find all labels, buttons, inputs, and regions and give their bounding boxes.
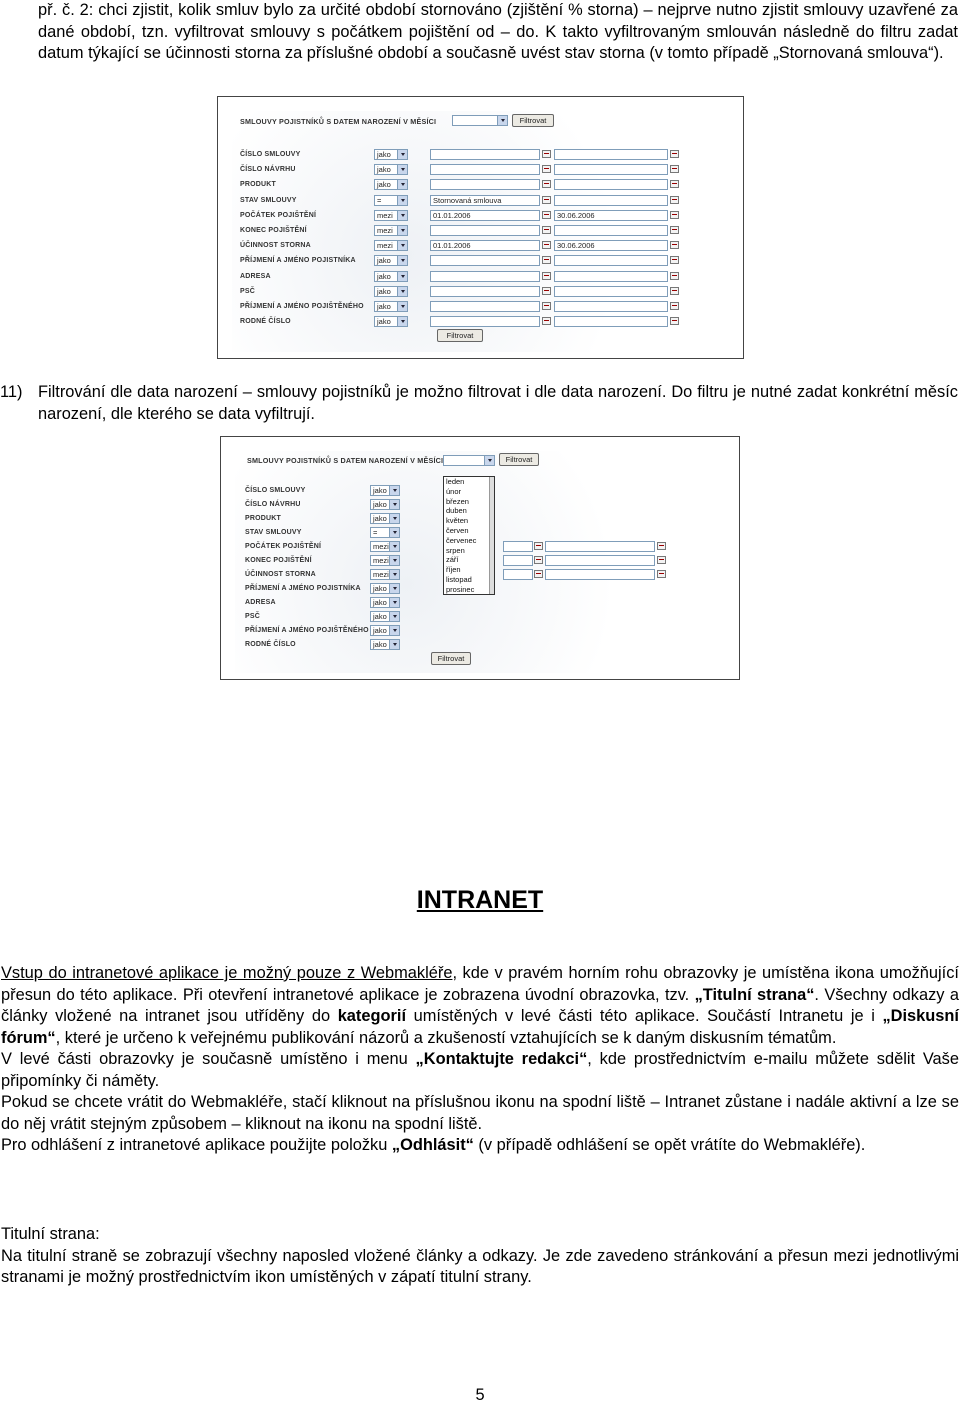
calendar-icon[interactable] — [670, 165, 679, 173]
calendar-icon[interactable] — [657, 542, 666, 550]
value-input[interactable] — [430, 164, 540, 175]
month-option[interactable]: říjen — [446, 565, 461, 575]
field-label: ČÍSLO SMLOUVY — [245, 487, 306, 494]
field-label: ADRESA — [240, 272, 271, 280]
page-number: 5 — [475, 1386, 485, 1404]
value-to-input[interactable] — [545, 555, 655, 566]
operator-select[interactable]: jako — [370, 639, 400, 650]
field-label: PŘÍJMENÍ A JMÉNO POJIŠTĚNÉHO — [245, 627, 369, 634]
value-input[interactable] — [430, 301, 540, 312]
month-option[interactable]: srpen — [446, 545, 465, 555]
field-label: KONEC POJIŠTĚNÍ — [245, 557, 312, 564]
calendar-icon[interactable] — [670, 241, 679, 249]
field-label: PSČ — [240, 287, 255, 295]
field-label: PSČ — [245, 613, 260, 620]
dropdown-scrollbar[interactable] — [489, 477, 494, 594]
field-label: KONEC POJIŠTĚNÍ — [240, 227, 307, 234]
value-input[interactable] — [430, 255, 540, 266]
value-input[interactable]: Stornovaná smlouva — [430, 195, 540, 206]
filter-form-1 — [232, 111, 729, 352]
month-option[interactable]: červenec — [446, 535, 477, 545]
calendar-icon[interactable] — [657, 570, 666, 578]
value-to-input[interactable] — [554, 195, 668, 206]
operator-select[interactable]: mezi — [370, 555, 400, 566]
calendar-icon[interactable] — [542, 226, 551, 234]
calendar-icon[interactable] — [542, 272, 551, 280]
value-input[interactable] — [503, 541, 533, 552]
value-to-input[interactable] — [554, 286, 668, 297]
calendar-icon[interactable] — [670, 256, 679, 264]
value-to-input[interactable] — [554, 301, 668, 312]
operator-select[interactable]: jako — [374, 286, 408, 297]
value-input[interactable]: 01.01.2006 — [430, 210, 540, 221]
item-11-paragraph — [0, 382, 958, 425]
value-to-input[interactable]: 30.06.2006 — [554, 210, 668, 221]
field-label: STAV SMLOUVY — [240, 196, 297, 204]
month-option[interactable]: květen — [446, 516, 469, 526]
calendar-icon[interactable] — [670, 180, 679, 188]
value-to-input[interactable] — [554, 316, 668, 327]
calendar-icon[interactable] — [657, 556, 666, 564]
calendar-icon[interactable] — [542, 196, 551, 204]
month-select[interactable] — [452, 115, 508, 126]
operator-select[interactable]: mezi — [374, 210, 408, 221]
value-to-input[interactable]: 30.06.2006 — [554, 240, 668, 251]
calendar-icon[interactable] — [542, 241, 551, 249]
field-label: PRODUKT — [245, 515, 282, 522]
calendar-icon[interactable] — [542, 287, 551, 295]
value-to-input[interactable] — [554, 149, 668, 160]
month-option[interactable]: listopad — [446, 574, 472, 584]
filter-button-bottom[interactable]: Filtrovat — [431, 652, 471, 665]
field-label: ÚČINNOST STORNA — [240, 242, 311, 250]
field-label: PŘÍJMENÍ A JMÉNO POJIŠTĚNÉHO — [240, 303, 364, 310]
field-label: PRODUKT — [240, 181, 277, 189]
calendar-icon[interactable] — [542, 256, 551, 264]
value-input[interactable] — [430, 316, 540, 327]
item-number: 11) — [0, 383, 23, 401]
operator-select[interactable]: mezi — [370, 541, 400, 552]
titulni-strana-section — [1, 1224, 959, 1289]
titulni-strana-text: Na titulní straně se zobrazují všechny naposled vložené články a odkazy. Je zde zavedeno stránkování a přesun mezi jednotlivými stranami je možný prostřednictvím ikon umístěných v zápatí titulní strany. — [1, 1246, 959, 1286]
month-option[interactable]: leden — [446, 477, 465, 486]
month-option[interactable]: únor — [446, 486, 462, 496]
calendar-icon[interactable] — [542, 302, 551, 310]
calendar-icon[interactable] — [670, 211, 679, 219]
bold-titulni-strana: „Titulní strana“ — [694, 985, 815, 1004]
operator-select[interactable]: mezi — [374, 240, 408, 251]
form-header: SMLOUVY POJISTNÍKŮ S DATEM NAROZENÍ V MĚSÍCI — [240, 117, 437, 126]
field-label: STAV SMLOUVY — [245, 529, 302, 536]
calendar-icon[interactable] — [534, 556, 543, 564]
calendar-icon[interactable] — [670, 302, 679, 310]
value-to-input[interactable] — [554, 164, 668, 175]
month-option[interactable]: prosinec — [446, 584, 475, 594]
operator-select[interactable]: = — [374, 195, 408, 206]
operator-select[interactable]: jako — [370, 583, 400, 594]
month-option[interactable]: duben — [446, 506, 467, 516]
intranet-paragraph-2: V levé části obrazovky je současně umístěno i menu „Kontaktujte redakci“, kde prostřednictvím e-mailu můžete sdělit Vaše připomínky či náměty. — [1, 1050, 959, 1090]
month-option[interactable]: březen — [446, 496, 469, 506]
month-option[interactable]: červen — [446, 525, 469, 535]
value-to-input[interactable] — [554, 179, 668, 190]
value-input[interactable] — [503, 569, 533, 580]
calendar-icon[interactable] — [542, 211, 551, 219]
operator-select[interactable]: jako — [374, 164, 408, 175]
field-label: ČÍSLO NÁVRHU — [245, 501, 301, 508]
operator-select[interactable]: jako — [370, 625, 400, 636]
operator-select[interactable]: jako — [374, 316, 408, 327]
field-label: PŘÍJMENÍ A JMÉNO POJISTNÍKA — [240, 257, 356, 265]
filter-screenshot-2 — [220, 436, 740, 680]
operator-select[interactable]: = — [370, 527, 400, 538]
operator-select[interactable]: jako — [374, 255, 408, 266]
bold-diskusni-forum: „Diskusní fórum“ — [1, 1007, 959, 1047]
intranet-text — [1, 963, 959, 1157]
value-input[interactable]: 01.01.2006 — [430, 240, 540, 251]
operator-select[interactable]: jako — [370, 513, 400, 524]
month-dropdown-list[interactable] — [443, 476, 495, 595]
value-input[interactable] — [430, 225, 540, 236]
value-input[interactable] — [430, 149, 540, 160]
filter-button-top[interactable]: Filtrovat — [499, 453, 539, 466]
operator-select[interactable]: jako — [374, 149, 408, 160]
filter-screenshot-1 — [217, 96, 744, 359]
calendar-icon[interactable] — [670, 226, 679, 234]
field-label: ADRESA — [245, 599, 276, 606]
calendar-icon[interactable] — [670, 287, 679, 295]
value-to-input[interactable] — [554, 271, 668, 282]
field-label: PŘÍJMENÍ A JMÉNO POJISTNÍKA — [245, 585, 361, 592]
value-input[interactable] — [430, 179, 540, 190]
operator-select[interactable]: jako — [370, 485, 400, 496]
operator-select[interactable]: jako — [370, 499, 400, 510]
value-input[interactable] — [430, 286, 540, 297]
calendar-icon[interactable] — [670, 272, 679, 280]
value-to-input[interactable] — [545, 569, 655, 580]
operator-select[interactable]: jako — [374, 271, 408, 282]
intranet-paragraph-3: Pokud se chcete vrátit do Webmakléře, stačí kliknout na příslušnou ikonu na spodní liště – Intranet zůstane i nadále aktivní a lze se do něj vrátit stejným způsobem – kliknout na ikonu na spodní liště. — [1, 1093, 959, 1133]
field-label: POČÁTEK POJIŠTĚNÍ — [245, 543, 322, 550]
filter-button-top[interactable]: Filtrovat — [512, 114, 554, 127]
field-label: RODNÉ ČÍSLO — [240, 318, 291, 326]
bold-odhlasit: „Odhlásit“ — [391, 1136, 474, 1154]
bold-kontaktujte-redakci: „Kontaktujte redakci“ — [415, 1050, 588, 1068]
operator-select[interactable]: jako — [374, 179, 408, 190]
calendar-icon[interactable] — [534, 570, 543, 578]
intranet-paragraph-4: Pro odhlášení z intranetové aplikace použijte položku „Odhlásit“ (v případě odhlášení se opět vrátíte do Webmakléře). — [1, 1136, 866, 1154]
filter-button-bottom[interactable]: Filtrovat — [437, 329, 483, 342]
item-text: Filtrování dle data narození – smlouvy pojistníků je možno filtrovat i dle data narození. Do filtru je nutné zadat konkrétní měsíc narození, dle kterého se data vyfiltrují. — [38, 383, 958, 423]
field-label: RODNÉ ČÍSLO — [245, 641, 296, 648]
operator-select[interactable]: jako — [370, 611, 400, 622]
value-to-input[interactable] — [554, 225, 668, 236]
field-label: ČÍSLO SMLOUVY — [240, 151, 301, 158]
calendar-icon[interactable] — [670, 317, 679, 325]
value-input[interactable] — [503, 555, 533, 566]
form-header: SMLOUVY POJISTNÍKŮ S DATEM NAROZENÍ V MĚSÍCI — [247, 456, 444, 465]
filter-form-2 — [235, 451, 725, 673]
intranet-heading: INTRANET — [416, 886, 544, 914]
titulni-strana-heading: Titulní strana: — [1, 1225, 100, 1243]
field-label: ÚČINNOST STORNA — [245, 571, 316, 578]
value-input[interactable] — [430, 271, 540, 282]
operator-select[interactable]: mezi — [370, 569, 400, 580]
intro-paragraph: př. č. 2: chci zjistit, kolik smluv bylo za určité období stornováno (zjištění % storna) – nejprve nutno zjistit smlouvy uzavřené za dané období, tzn. vyfiltrovat smlouvy s počátkem pojištění od – do. K takto vyfiltrovaným smlouván následně do filtru zadat datum týkající se účinnosti storna za příslušné období a současně uvést stav storna (v tomto případě „Stornovaná smlouva“). — [38, 1, 958, 62]
month-select[interactable] — [443, 455, 495, 466]
month-option[interactable]: září — [446, 555, 459, 565]
operator-select[interactable]: jako — [370, 597, 400, 608]
operator-select[interactable]: mezi — [374, 225, 408, 236]
calendar-icon[interactable] — [670, 150, 679, 158]
value-to-input[interactable] — [545, 541, 655, 552]
calendar-icon[interactable] — [534, 542, 543, 550]
underlined-text: Vstup do intranetové aplikace je možný pouze z Webmakléře — [1, 964, 453, 982]
calendar-icon[interactable] — [670, 196, 679, 204]
calendar-icon[interactable] — [542, 317, 551, 325]
bold-kategorii: kategorií — [337, 1007, 407, 1025]
field-label: POČÁTEK POJIŠTĚNÍ — [240, 211, 317, 219]
calendar-icon[interactable] — [542, 180, 551, 188]
intranet-paragraph-1: Vstup do intranetové aplikace je možný pouze z Webmakléře, kde v pravém horním rohu obrazovky je umístěna ikona umožňující přesun do této aplikace. Při otevření intranetové aplikace je zobrazena úvodní obrazovka, tzv. „Titulní strana“. Všechny odkazy a články vložené na intranet jsou utříděny do kategorií umístěných v levé části této aplikace. Součástí Intranetu je i „Diskusní fórum“, které je určeno k veřejnému publikování názorů a zkušeností vztahujících se k daným diskusním tématům. — [1, 964, 959, 1047]
field-label: ČÍSLO NÁVRHU — [240, 166, 296, 174]
operator-select[interactable]: jako — [374, 301, 408, 312]
calendar-icon[interactable] — [542, 165, 551, 173]
value-to-input[interactable] — [554, 255, 668, 266]
calendar-icon[interactable] — [542, 150, 551, 158]
